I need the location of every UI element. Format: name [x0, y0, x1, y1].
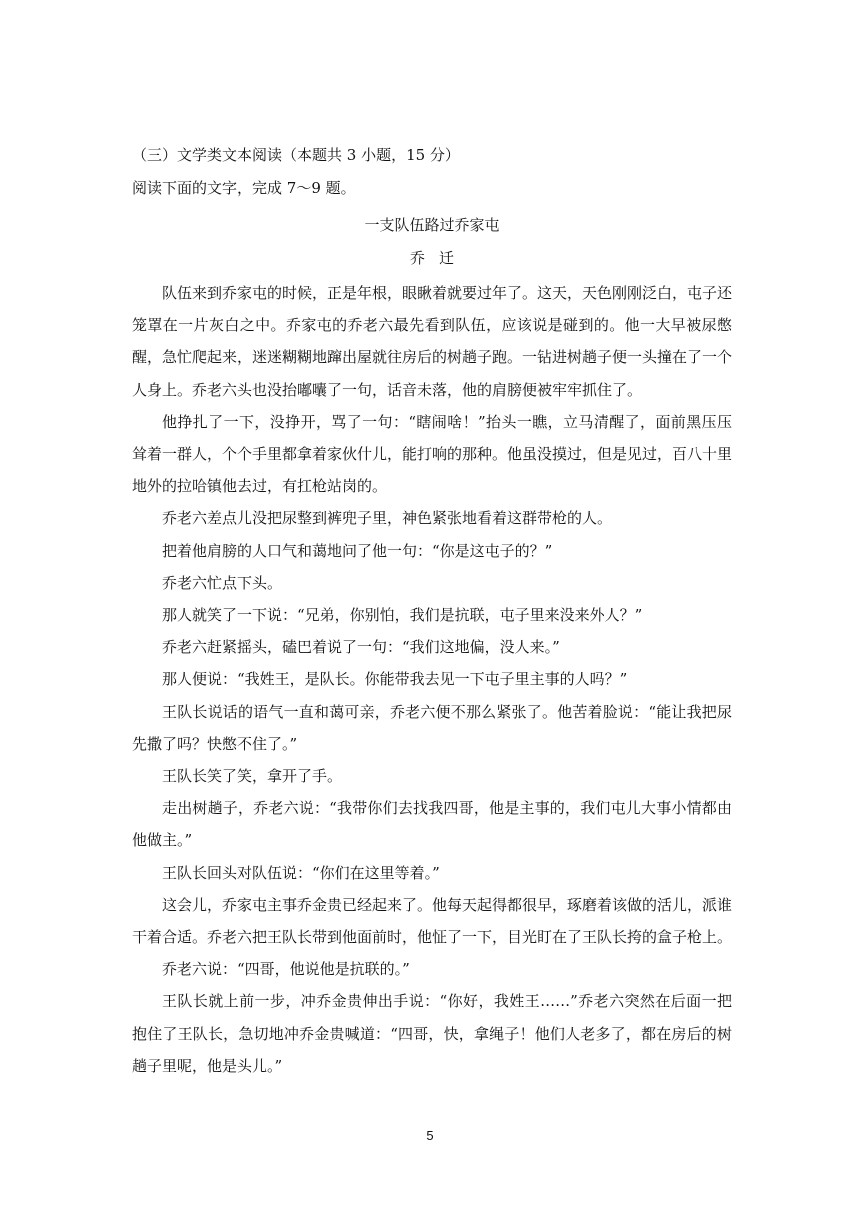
- page-number: 5: [426, 1128, 434, 1143]
- section-heading: （三）文学类文本阅读（本题共 3 小题，15 分）: [132, 146, 460, 164]
- article-body: [132, 277, 732, 1082]
- paragraph: 走出树趟子，乔老六说：“我带你们去找我四哥，他是主事的，我们屯儿大事小情都由他做主。”: [132, 799, 732, 850]
- article-title: 一支队伍路过乔家屯: [364, 216, 500, 234]
- paragraph: 乔老六差点儿没把尿整到裤兜子里，神色紧张地看着这群带枪的人。: [162, 509, 613, 528]
- paragraph: 那人就笑了一下说：“兄弟，你别怕，我们是抗联，屯子里来没来外人？”: [162, 606, 643, 625]
- paragraph: 那人便说：“我姓王，是队长。你能带我去见一下屯子里主事的人吗？”: [162, 670, 628, 689]
- article-author: 乔迁: [409, 249, 468, 267]
- paragraph: 王队长回头对队伍说：“你们在这里等着。”: [162, 863, 440, 882]
- paragraph: 队伍来到乔家屯的时候，正是年根，眼瞅着就要过年了。这天，天色刚刚泛白，屯子还笼罩在一片灰白之中。乔家屯的乔老六最先看到队伍，应该说是碰到的。他一大早被尿憋醒，急忙爬起来，迷迷糊糊地蹿出屋就往房后的树趟子跑。一钻进树趟子便一头撞在了一个人身上。乔老六头也没抬嘟囔了一句，话音未落，他的肩膀便被牢牢抓住了。: [132, 284, 733, 399]
- page-content: [132, 144, 732, 1082]
- paragraph: 这会儿，乔家屯主事乔金贵已经起来了。他每天起得都很早，琢磨着该做的活儿，派谁干着合适。乔老六把王队长带到他面前时，他怔了一下，目光盯在了王队长挎的盒子枪上。: [132, 895, 733, 947]
- paragraph: 把着他肩膀的人口气和蔼地问了他一句：“你是这屯子的？”: [162, 541, 553, 560]
- paragraph: 王队长笑了笑，拿开了手。: [162, 767, 343, 786]
- paragraph: 王队长就上前一步，冲乔金贵伸出手说：“你好，我姓王……”乔老六突然在后面一把抱住了王队长，急切地冲乔金贵喊道：“四哥，快，拿绳子！他们人老多了，都在房后的树趟子里呢，他是头儿。”: [132, 992, 732, 1075]
- paragraph: 乔老六忙点下头。: [162, 573, 283, 592]
- paragraph: 王队长说话的语气一直和蔼可亲，乔老六便不那么紧张了。他苦着脸说：“能让我把尿先撒了吗？快憋不住了。”: [132, 702, 732, 753]
- paragraph: 乔老六赶紧摇头，磕巴着说了一句：“我们这地偏，没人来。”: [162, 638, 560, 657]
- paragraph: 乔老六说：“四哥，他说他是抗联的。”: [162, 960, 410, 979]
- reading-instruction: 阅读下面的文字，完成 7～9 题。: [132, 179, 356, 197]
- paragraph: 他挣扎了一下，没挣开，骂了一句：“瞎闹啥！”抬头一瞧，立马清醒了，面前黑压压耸着一群人，个个手里都拿着家伙什儿，能打响的那种。他虽没摸过，但是见过，百八十里地外的拉哈镇他去过，有扛枪站岗的。: [132, 412, 733, 496]
